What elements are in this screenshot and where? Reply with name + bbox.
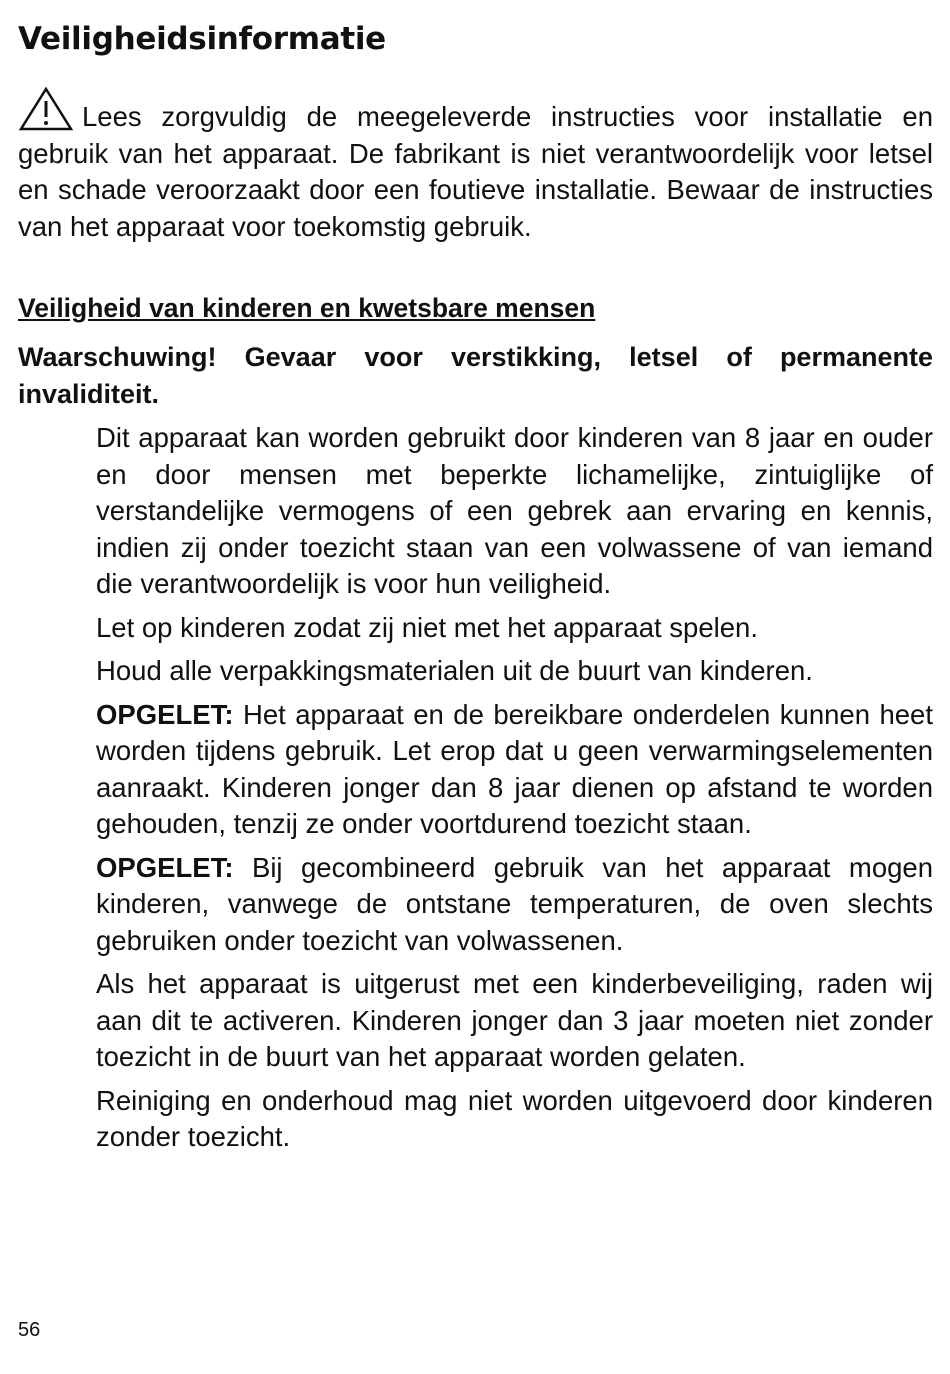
safety-paragraphs: [18, 420, 933, 1156]
caution-label: OPGELET:: [96, 851, 234, 883]
section-title: Veiligheidsinformatie: [18, 21, 386, 57]
caution-label: OPGELET:: [96, 698, 234, 730]
paragraph-text: Dit apparaat kan worden gebruikt door kinderen van 8 jaar en ouder en door mensen met beperkte lichamelijke, zintuiglijke of verstandelijke vermogens of een gebrek aan ervaring en kennis, indien zij onder toezicht staan van een volwassene of van iemand die verantwoordelijk is voor hun veiligheid.: [96, 422, 933, 599]
paragraph-text: Bij gecombineerd gebruik van het apparaat mogen kinderen, vanwege de ontstane temperaturen, de oven slechts gebruiken onder toezicht van volwassenen.: [96, 851, 933, 956]
warning-heading: Waarschuwing! Gevaar voor verstikking, letsel of permanente invaliditeit.: [18, 342, 933, 409]
paragraph-children-age: [96, 420, 933, 603]
paragraph-combined-use: [96, 850, 933, 960]
paragraph-cleaning: [96, 1083, 933, 1156]
subsection-title: Veiligheid van kinderen en kwetsbare mensen: [18, 293, 596, 323]
intro-paragraph: [18, 86, 933, 245]
paragraph-no-play: [96, 610, 933, 647]
warning-triangle-icon: [18, 86, 74, 132]
paragraph-text: Het apparaat en de bereikbare onderdelen kunnen heet worden tijdens gebruik. Let erop dat u geen verwarmingselementen aanraakt. Kinderen jonger dan 8 jaar dienen op afstand te worden gehouden, tenzij ze onder voortdurend toezicht staan.: [96, 698, 933, 839]
paragraph-hot-parts: [96, 697, 933, 843]
document-page: [18, 18, 933, 1163]
intro-text: Lees zorgvuldig de meegeleverde instructies voor installatie en gebruik van het apparaat. De fabrikant is niet verantwoordelijk voor letsel en schade veroorzaakt door een foutieve installatie. Bewaar de instructies van het apparaat voor toekomstig gebruik.: [18, 101, 933, 242]
paragraph-text: Als het apparaat is uitgerust met een kinderbeveiliging, raden wij aan dit te activeren. Kinderen jonger dan 3 jaar moeten niet zonder toezicht in de buurt van het apparaat worden gelaten.: [96, 968, 933, 1072]
page-number: 56: [18, 1319, 41, 1341]
paragraph-text: Let op kinderen zodat zij niet met het apparaat spelen.: [96, 611, 758, 643]
paragraph-packaging: [96, 653, 933, 690]
paragraph-child-lock: [96, 966, 933, 1076]
paragraph-text: Reiniging en onderhoud mag niet worden uitgevoerd door kinderen zonder toezicht.: [96, 1084, 933, 1152]
paragraph-text: Houd alle verpakkingsmaterialen uit de buurt van kinderen.: [96, 655, 813, 686]
